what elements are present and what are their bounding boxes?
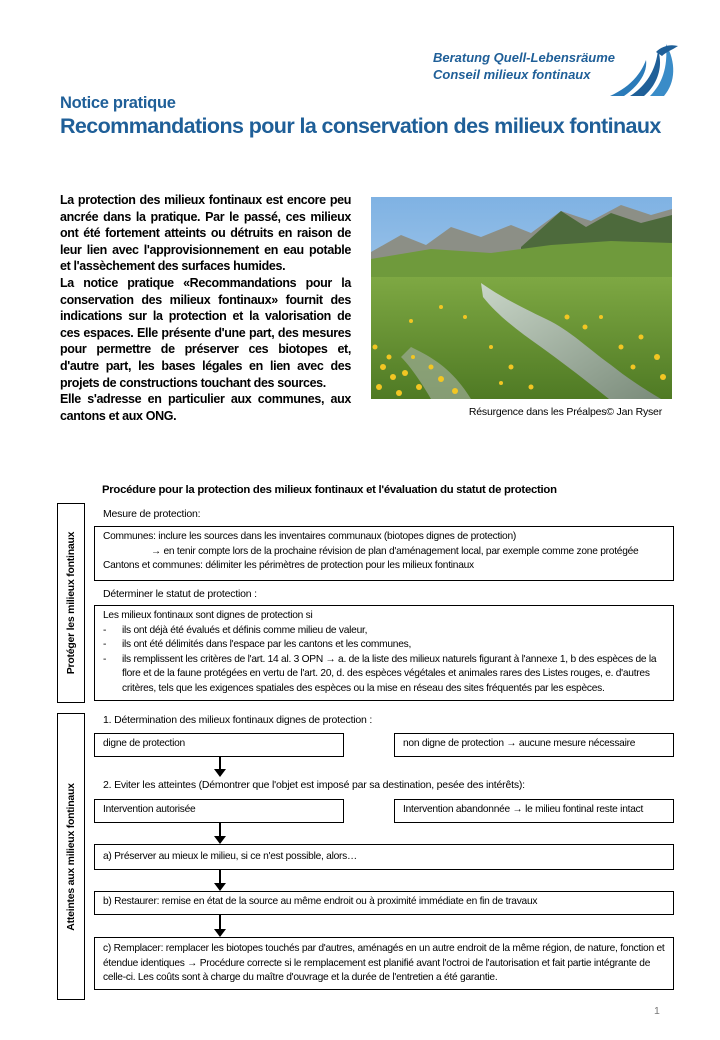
logo-line-fr: Conseil milieux fontinaux: [433, 67, 591, 82]
intro-paragraph: Elle s'adresse en particulier aux communes, aux cantons et aux ONG.: [60, 392, 351, 423]
side-label-protect: [57, 503, 85, 703]
arrow-down-icon: [214, 915, 226, 937]
mesure-line: Communes: inclure les sources dans les inventaires communaux (biotopes dignes de protection): [103, 531, 517, 542]
arrow-down-icon: [214, 823, 226, 844]
intro-paragraph: La protection des milieux fontinaux est encore peu ancrée dans la pratique. Par le passé, ces milieux ont été fortement atteints ou détruits en raison de leur lien avec l'approvisionnement en eau potable et l'assèchement des surfaces humides.: [60, 193, 351, 274]
digne-box: digne de protection: [94, 733, 344, 757]
mesure-box: [94, 526, 674, 581]
doc-subtitle: Notice pratique: [60, 94, 176, 112]
step-c-box: c) Remplacer: remplacer les biotopes touchés par d'autres, aménagés en un autre endroit de la même région, de nature, fonction et étendue identiques → Procédure correcte si le remplacement est planifié avant l'octroi de l'autorisation et fait partie intégrante de celle-ci. Les coûts sont à charge du maître d'ouvrage et la durée de l'entretien a été garantie.: [94, 937, 674, 990]
swirl-bird-icon: [606, 40, 680, 96]
photo-caption: Résurgence dans les Préalpes© Jan Ryser: [468, 406, 662, 418]
intro-text: [60, 192, 351, 424]
statut-intro: Les milieux fontinaux sont dignes de protection si: [103, 610, 313, 621]
side-label-impacts-text: Atteintes aux milieux fontinaux: [65, 782, 77, 931]
step1-label: 1. Détermination des milieux fontinaux dignes de protection :: [103, 714, 373, 726]
logo-line-de: Beratung Quell-Lebensräume: [433, 50, 616, 65]
list-item: - ils ont été délimités dans l'espace par les cantons et les communes,: [103, 638, 665, 653]
step-b-box: b) Restaurer: remise en état de la source au même endroit ou à proximité immédiate en fin de travaux: [94, 891, 674, 915]
list-item: - ils remplissent les critères de l'art. 14 al. 3 OPN → a. de la liste des milieux naturels figurant à l'annexe 1, b des espèces de la flore et de la faune protégées en vertu de l'art. 20, d. des espèces végétales et animales rares des Listes rouges, e. d'autres critères, tels que les exigences spatiales des espèces ou la mise en réseau des sites fréquentés par les espèces.: [103, 653, 665, 697]
procedure-title: Procédure pour la protection des milieux fontinaux et l'évaluation du statut de protection: [102, 484, 557, 496]
logo: [430, 40, 680, 96]
side-label-protect-text: Protéger les milieux fontinaux: [65, 531, 77, 675]
statut-label: Déterminer le statut de protection :: [103, 588, 257, 600]
doc-title: Recommandations pour la conservation des milieux fontinaux: [60, 114, 661, 138]
list-item: - ils ont déjà été évalués et définis comme milieu de valeur,: [103, 624, 665, 639]
criteria-list: [103, 624, 665, 697]
mesure-label: Mesure de protection:: [103, 508, 201, 520]
intro-paragraph: La notice pratique «Recommandations pour la conservation des milieux fontinaux» fournit des indications sur la protection et la valorisation de ces espaces. Elle présente d'une part, des mesures pour permettre de préserver ces biotopes et, d'autre part, les bases légales en lien avec des projets de constructions touchant des sources.: [60, 275, 351, 390]
arrow-down-icon: [214, 870, 226, 891]
side-label-impacts: [57, 713, 85, 1000]
mesure-line: Cantons et communes: délimiter les périmètres de protection pour les milieux fontinaux: [103, 560, 474, 572]
statut-box: [94, 605, 674, 701]
step2-label: 2. Eviter les atteintes (Démontrer que l'objet est imposé par sa destination, pesée des intérêts):: [103, 779, 525, 791]
spring-landscape-photo: [371, 197, 672, 399]
mesure-line: → en tenir compte lors de la prochaine révision de plan d'aménagement local, par exemple comme zone protégée: [151, 545, 639, 557]
step-a-box: a) Préserver au mieux le milieu, si ce n'est possible, alors…: [94, 844, 674, 870]
autorisee-box: Intervention autorisée: [94, 799, 344, 823]
abandonnee-box: Intervention abandonnée → le milieu fontinal reste intact: [394, 799, 674, 823]
arrow-down-icon: [214, 757, 226, 777]
non-digne-box: non digne de protection → aucune mesure nécessaire: [394, 733, 674, 757]
page-number: 1: [654, 1005, 660, 1017]
